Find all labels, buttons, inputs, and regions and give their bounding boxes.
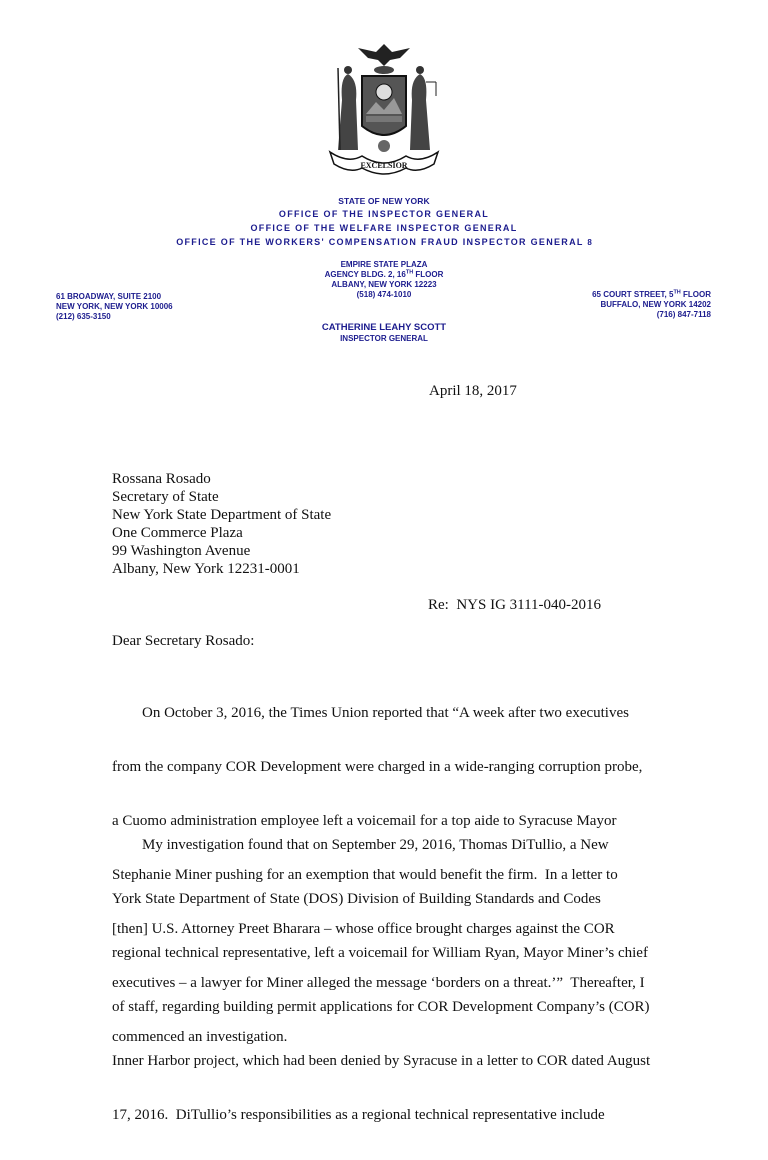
reference-line: Re: NYS IG 3111-040-2016 bbox=[428, 597, 602, 613]
recipient-title: Secretary of State bbox=[112, 489, 219, 505]
paragraph-line: from the company COR Development were charged in a wide-ranging corruption probe, bbox=[112, 759, 643, 775]
letterhead-left-address bbox=[56, 292, 173, 322]
letterhead-right-address bbox=[592, 290, 711, 320]
paragraph-line: of staff, regarding building permit applications for COR Development Company’s (COR) bbox=[112, 999, 650, 1015]
right-address-phone: (716) 847-7118 bbox=[656, 310, 711, 319]
recipient-street1: One Commerce Plaza bbox=[112, 525, 243, 541]
right-address-line2: BUFFALO, NEW YORK 14202 bbox=[600, 300, 711, 309]
paragraph-line: Inner Harbor project, which had been denied by Syracuse in a letter to COR dated August bbox=[112, 1053, 651, 1069]
left-address-line2: NEW YORK, NEW YORK 10006 bbox=[56, 302, 173, 311]
paragraph-line: executives – a lawyer for Miner alleged the message ‘borders on a threat.’” Thereafter, I bbox=[112, 975, 645, 991]
right-address-line1: 65 COURT STREET, 5TH FLOOR bbox=[592, 289, 711, 299]
center-address-line3: ALBANY, NEW YORK 12223 bbox=[331, 280, 437, 289]
paragraph-line: commenced an investigation. bbox=[112, 1029, 288, 1045]
letterhead-office-workers-comp-title: OFFICE OF THE WORKERS' COMPENSATION FRAUD INSPECTOR GENERAL bbox=[176, 237, 584, 247]
recipient-city: Albany, New York 12231-0001 bbox=[112, 561, 300, 577]
recipient-department: New York State Department of State bbox=[112, 507, 332, 523]
left-address-line1: 61 BROADWAY, SUITE 2100 bbox=[56, 292, 162, 301]
letterhead-office-ig: OFFICE OF THE INSPECTOR GENERAL bbox=[278, 209, 490, 219]
letterhead-office-workers-comp-ig bbox=[0, 237, 768, 247]
center-address-phone: (518) 474-1010 bbox=[356, 290, 412, 299]
letterhead-signatory-name: CATHERINE LEAHY SCOTT bbox=[321, 322, 447, 333]
paragraph-line: Stephanie Miner pushing for an exemption that would benefit the firm. In a letter to bbox=[112, 867, 618, 883]
paragraph-line: On October 3, 2016, the Times Union reported that “A week after two executives bbox=[112, 705, 629, 721]
left-address-phone: (212) 635-3150 bbox=[56, 312, 111, 321]
salutation: Dear Secretary Rosado: bbox=[112, 633, 255, 649]
paragraph-line: regional technical representative, left a voicemail for William Ryan, Mayor Miner’s chief bbox=[112, 945, 648, 961]
letter-date: April 18, 2017 bbox=[429, 383, 517, 399]
center-address-line2: AGENCY BLDG. 2, 16TH FLOOR bbox=[324, 269, 444, 279]
letterhead-state: STATE OF NEW YORK bbox=[338, 196, 430, 206]
recipient-address-block bbox=[112, 470, 331, 578]
paragraph-line: [then] U.S. Attorney Preet Bharara – whose office brought charges against the COR bbox=[112, 921, 615, 937]
new-york-state-seal-icon bbox=[318, 40, 450, 180]
body-paragraph-2 bbox=[112, 800, 650, 1160]
center-address-line1: EMPIRE STATE PLAZA bbox=[340, 260, 428, 269]
paragraph-line: York State Department of State (DOS) Division of Building Standards and Codes bbox=[112, 891, 601, 907]
paragraph-line: My investigation found that on September 29, 2016, Thomas DiTullio, a New bbox=[112, 837, 609, 853]
recipient-name: Rossana Rosado bbox=[112, 471, 211, 487]
recipient-street2: 99 Washington Avenue bbox=[112, 543, 251, 559]
paragraph-line: a Cuomo administration employee left a voicemail for a top aide to Syracuse Mayor bbox=[112, 813, 617, 829]
letterhead-office-suffix: 8 bbox=[587, 238, 592, 247]
letterhead-office-welfare-ig: OFFICE OF THE WELFARE INSPECTOR GENERAL bbox=[250, 223, 518, 233]
paragraph-line: 17, 2016. DiTullio’s responsibilities as a regional technical representative include bbox=[112, 1107, 605, 1123]
seal-motto: EXCELSIOR bbox=[360, 161, 408, 170]
letterhead-signatory-title: INSPECTOR GENERAL bbox=[340, 334, 428, 343]
